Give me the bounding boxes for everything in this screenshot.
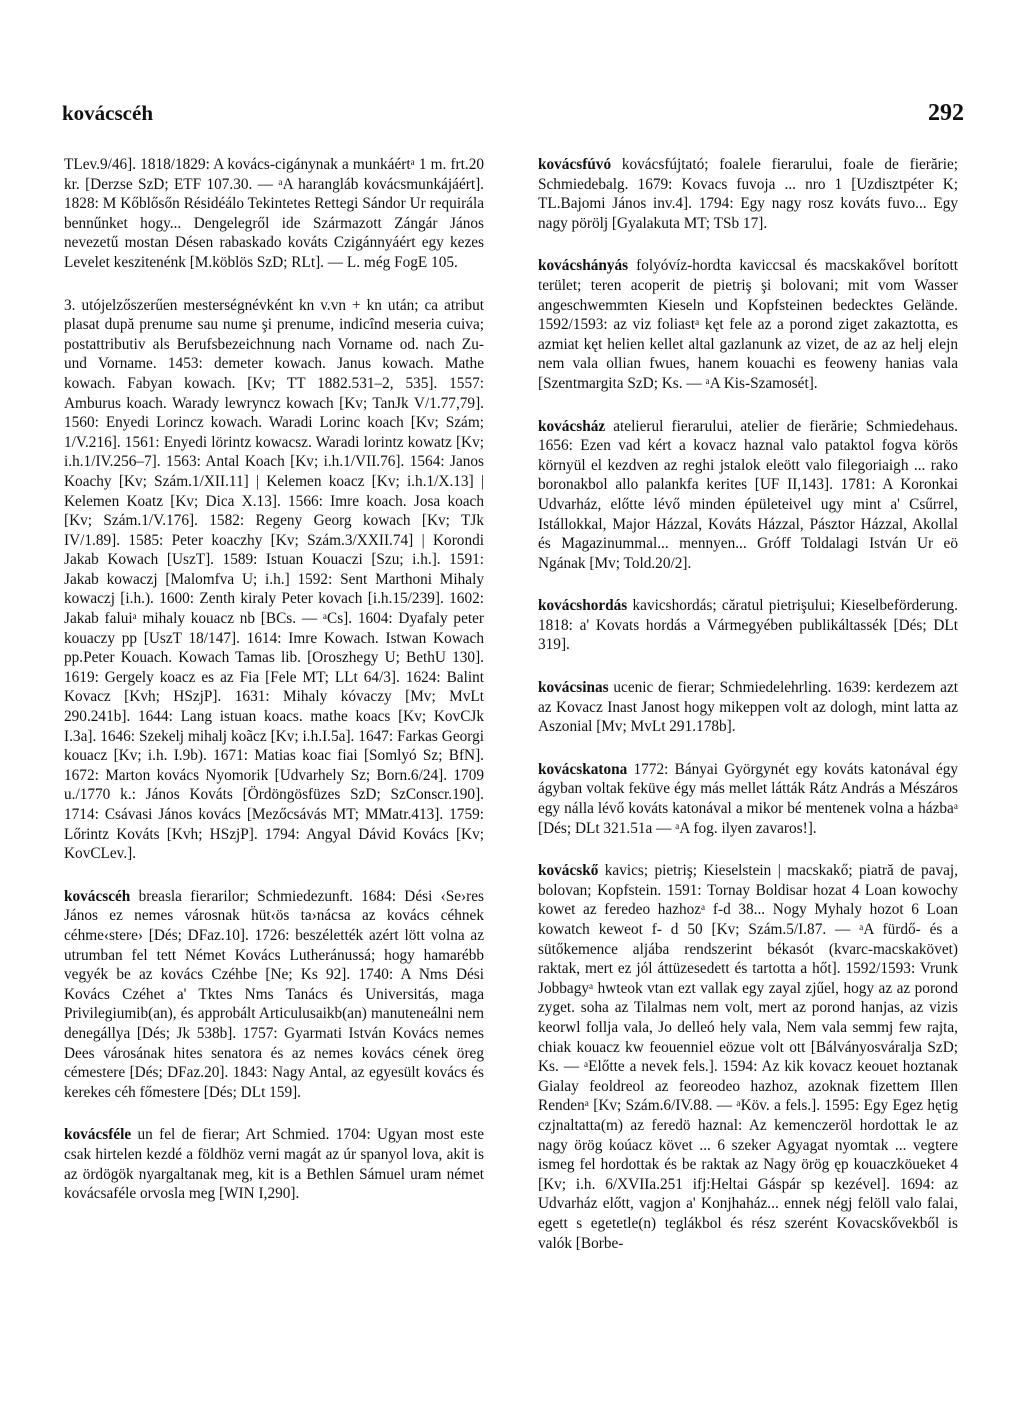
entry-continuation: TLev.9/46]. 1818/1829: A kovács-cigánynak a munkáértᵃ 1 m. frt.20 kr. [Derzse SzD; ETF 107.30. — ᵃA harangláb kovácsmunkájáért]. 1828: M Kőblősőn Résidéálo Tekintetes Rettegi Sándor Ur requirála bennűnket hogy... Dengelegről ide Származott Zángár János nevezetű mostan Désen rabaskado kováts Czigánnyáért egy kezes Levelet keszitenénk [M.köblös SzD; RLt]. — L. még FogE 105. [64,156,484,271]
entry-kovacshaz [538,417,958,574]
headword: kovácsféle [64,1126,132,1144]
running-head [62,100,964,127]
entry-kovacsinas [538,678,958,737]
headword: kovácsház [538,417,606,435]
entry-kovacskatona [538,760,958,838]
entry-text: atelierul fierarului, atelier de fierărie; Schmiedehaus. 1656: Ezen vad kért a kovacz haznal valo pataktol fogva körös környül el kezdven az reghi jstalok eleött valo filegoriaigh ... rako boronakbol allo palankfa kerites [UF II,143]. 1781: A Koronkai Udvarház, előtte lévő minden épületeivel ugy mint a' Csűrrel, Istállokkal, Major Házzal, Kováts Házzal, Pásztor Házzal, Akollal és Magazinummal... mennyen... Gróff Toldalagi István Ur eö Ngának [Mv; Told.20/2]. [538,417,958,572]
headword: kovácsinas [538,679,609,697]
entry-sense-3: 3. utójelzőszerűen mesterségnévként kn v.vn + kn után; ca atribut plasat după prenume sau nume şi prenume, indicînd meseria cuiva; postattributiv als Berufsbezeichnung nach Vorname od. nach Zu- und Vorname. 1453: demeter kowach. Janus kowach. Mathe kowach. Fabyan kowach. [Kv; TT 1882.531–2, 535]. 1557: Amburus koach. Warady lewryncz kowach [Kv; TanJk V/1.77,79]. 1560: Enyedi Lorincz kowach. Waradi Lorinc koach [Kv; Szám; 1/V.216]. 1561: Enyedi lörintz kowacsz. Waradi lorintz kowatz [Kv; i.h.1/IV.256–7]. 1563: Antal Koach [Kv; i.h.1/VII.76]. 1564: Janos Koachy [Kv; Szám.1/XII.11] | Kelemen koacz [Kv; i.h.1/X.13] | Kelemen Koatz [Kv; Dica X.13]. 1566: Imre koach. Josa koach [Kv; Szám.1/V.176]. 1582: Regeny Georg kowach [Kv; TJk IV/1.89]. 1585: Peter koaczhy [Kv; Szám.3/XXII.74] | Korondi Jakab Kowach [UszT]. 1589: Istuan Kouaczi [Szu; i.h.]. 1591: Jakab kowaczj [Malomfva U; i.h.] 1592: Sent Marthoni Mihaly kowaczj [i.h.). 1600: Zenth kiraly Peter kovach [i.h.15/239]. 1602: Jakab faluiᵃ mihaly kouacz nb [BCs. — ᵃCs]. 1604: Dyafaly peter kouaczy pp [UszT 18/147]. 1614: Imre Kowach. Istwan Kowach pp.Peter Kouach. Kowach Tamas lib. [Oroszhegy U; BethU 130]. 1619: Gergely koacz es az Fia [Fele MT; LLt 64/3]. 1624: Balint Kovacz [Kvh; HSzjP]. 1631: Mihaly kóvaczy [Mv; MvLt 290.241b]. 1644: Lang istuan koacs. mathe koacs [Kv; KovCJk I.3a]. 1646: Szekelj mihalj koãcz [Kv; i.h.I.5a]. 1647: Farkas Georgi kouacz [Kv; i.h. I.9b). 1671: Matias koac fiai [Somlyó Sz; BfN]. 1672: Marton kovács Nyomorik [Udvarhely Sz; Born.6/24]. 1709 u./1770 k.: János Kováts [Ördöngösfüzes SzD; SzConscr.190]. 1714: Csávasi János kovács [Mezőcsávás MT; MMatr.413]. 1759: Lőrintz Kováts [Kvh; HSzjP]. 1794: Angyal Dávid Kovács [Kv; KovCLev.]. [64,296,484,863]
headword: kovácshordás [538,597,628,615]
headword: kovácshányás [538,257,629,275]
entry-kovacshanyas [538,256,958,393]
entry-kovacshordas [538,596,958,655]
entry-text: folyóvíz-hordta kaviccsal és macskakővel borított terület; teren acoperit de pietriş şi bolovani; mit vom Wasser angeschwemmten Kieseln und Kopfsteinen bedecktes Gelände. 1592/1593: az viz foliastᵃ kęt fele az a porond ziget zakaztotta, es azmiat kęt helien kellet altal gazlanunk az vizet, de az az helj elejn nem vala ollian fwues, hanem kouachi es feoweny hanias vala [Szentmargita SzD; Ks. — ᵃA Kis-Szamosét]. [538,257,958,392]
headword: kovácskő [538,862,599,880]
entry-text: un fel de fierar; Art Schmied. 1704: Ugyan most este csak hirtelen kezdé a földhöz verni magát az úr spanyol lova, akit is az ördögök nyargaltanak meg, kit is a Bethlen Sámuel uram német kovácsaféle orvosla meg [WIN I,290]. [64,1126,484,1203]
page-number: 292 [928,100,964,126]
entry-text: ucenic de fierar; Schmiedelehrling. 1639: kerdezem azt az Kovacz Inast Janost hogy mikeppen volt az dologh, mint latta az Aszonial [Mv; MvLt 291.178b]. [538,679,958,736]
entry-kovacsfuvo [538,155,958,233]
entry-text: kavicshordás; căratul pietrişului; Kieselbeförderung. 1818: a' Kovats hordás a Vármegyében publikáltassék [Dés; DLt 319]. [538,597,958,654]
page-header-title: kovácscéh [62,101,153,125]
headword: kovácsfúvó [538,156,612,173]
left-column [64,155,484,1204]
entry-text: 1772: Bányai Györgynét egy kováts katonával égy ágyban voltak feküve égy más mellet látták Rátz András a Mészáros egy nálla lévő kováts katonával a mikor bé mentenek volna a házbaᵃ [Dés; DLt 321.51a — ᵃA fog. ilyen zavaros!]. [538,760,958,837]
entry-kovacsceh [64,887,484,1103]
entry-kovacsko [538,861,958,1253]
entry-text: kavics; pietriş; Kieselstein | macskakő; piatră de pavaj, bolovan; Kopfstein. 1591: Tornay Boldisar hozat 4 Loan kowochy kowet az feredeo hazhozᵃ f-d 38... Nogy Myhaly hozot 6 Loan kowatch keweot f- d 50 [Kv; Szám.5/I.87. — ᵃA fürdő- és a sütőkemence aljába rendszerint békasót (kvarc-macskakövet) raktak, mert ez jól áttüzesedett és tartotta a hőt]. 1592/1593: Vrunk Jobbagyᵃ hwteok vtan ezt vallak egy zayal zjűel, hogy az az porond zyget. soha az Tilalmas nem volt, mert az porond hanjas, az vizis keorwl follja vala, Jo delleó hely vala, Nem vala semmj few rajta, chiak kouacz kw feouenniel eözue volt ott [Bálványosváralja SzD; Ks. — ᵃElőtte a nevek fels.]. 1594: Az kik kovacz keouet hoztanak Gialay feoldreol az feoreodeo hazhoz, azoknak fizettem Illen Rendenᵃ [Kv; Szám.6/IV.88. — ᵃKöv. a fels.]. 1595: Egy Egez hętig czjnaltatta(m) az feredö haznal: Az kemenczeröl hordottak le az nagy örög koúacz követ ... 6 szeker Agyagat nyomtak ... vegtere ismeg fel hordottak és be raktak az Nagy örög ęp kouaczköueket 4 [Kv; i.h. 6/XVIIa.251 ifj:Heltai Gáspár sp kezével]. 1694: az Udvarház előtt, vagjon a' Konjhaház... ennek négj felöll valo falai, egett s egetetle(n) teglákbol és rész szerént Kovacskővekből is valók [Borbe- [538,862,958,1252]
headword: kovácskatona [538,760,628,778]
entry-text: breasla fierarilor; Schmiedezunft. 1684: Dési ‹Se›res János ez nemes városnak hüt‹ös ta›nácsa az kovács céhnek céhme‹stere› [Dés; DFaz.10]. 1726: beszélették azért lött volna az utrumban fel tett Német Kovács Lutheránussá; hogy hamarébb vegyék be az kovács Czéhbe [Ne; Ks 92]. 1740: A Nms Dési Kovács Czéhet a' Tktes Nms Tanács és Universitás, maga Privilegiumib(an), és approbált Articulusaikb(an) manuteneálni nem denegállya [Dés; Jk 538b]. 1757: Gyarmati István Kovács nemes Dees városának hites senatora és az nemes kovács cének öreg cémestere [Dés; DFaz.20]. 1843: Nagy Antal, az egyesült kovács és kerekes céh főmestere [Dés; DLt 159]. [64,887,484,1101]
entry-kovacsfele [64,1125,484,1203]
headword: kovácscéh [64,887,131,905]
entry-text: kovácsfújtató; foalele fierarului, foale de fierărie; Schmiedebalg. 1679: Kovacs fuvoja ... nro 1 [Uzdisztpéter K; TL.Bajomi János inv.4]. 1794: Egy nagy rosz kováts fuvo... Egy nagy pörölj [Gyalakuta MT; TSb 17]. [538,156,958,232]
right-column [538,155,958,1253]
